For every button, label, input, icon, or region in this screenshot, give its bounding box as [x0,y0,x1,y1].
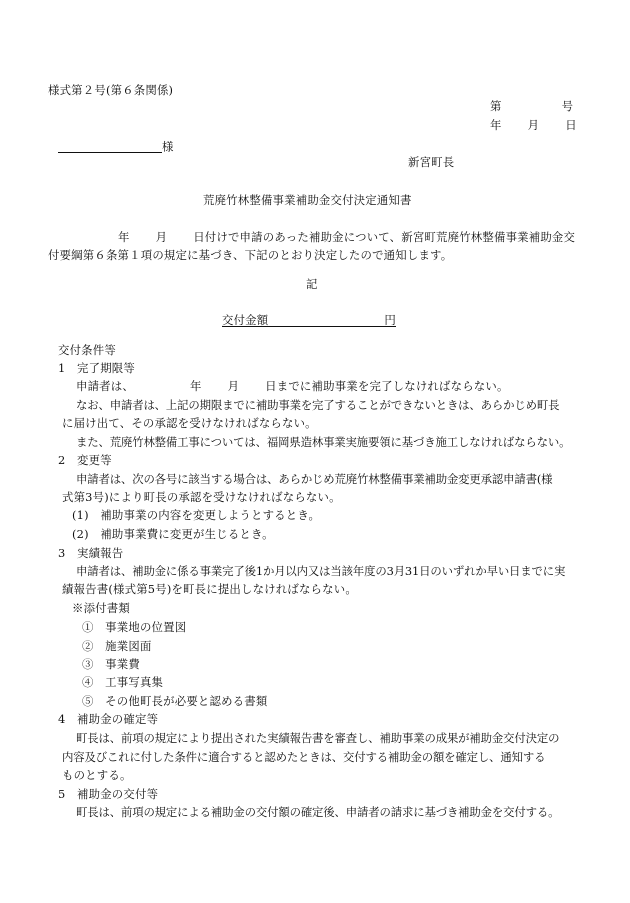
grant-amount-label: 交付金額 [222,313,269,327]
s1-year: 年 [189,379,202,393]
section-3-p1-line-2: 績報告書(様式第5号)を町長に提出しなければならない。 [62,582,357,596]
section-2-p1-line-2: 式第3号)により町長の承認を受けなければならない。 [62,490,341,504]
grant-amount-unit: 円 [384,313,396,327]
intro-month: 月 [155,230,168,244]
document-title: 荒廃竹林整備事業補助金交付決定通知書 [203,193,412,207]
attachment-item: ③ 事業費 [82,657,140,671]
s1-deadline-text: 日までに補助事業を完了しなければならない。 [265,379,509,393]
document-date-line [490,120,577,131]
date-month: 月 [527,118,540,132]
intro-year: 年 [118,230,130,244]
intro-text-1: 日付けで申請のあった補助金について、新宮町荒廃竹林整備事業補助金交 [193,230,576,244]
section-1-deadline-line [76,381,509,392]
conditions-heading: 交付条件等 [58,343,116,357]
form-id: 様式第２号(第６条関係) [48,83,174,97]
issuer: 新宮町長 [408,155,455,169]
addressee-honorific: 様 [162,139,174,154]
intro-line-2: 付要綱第６条第１項の規定に基づき、下記のとおり決定したので通知します。 [48,248,453,262]
section-1-p2-line-2: に届け出て、その承認を受けなければならない。 [62,416,317,430]
section-3-heading: 3 実績報告 [58,546,124,560]
section-4-p1-line-2: 内容及びこれに付した条件に適合すると認めたときは、交付する補助金の額を確定し、通知する [62,750,546,764]
section-5-heading: 5 補助金の交付等 [58,787,159,801]
document-number-line [490,101,573,112]
section-4-p1-line-3: ものとする。 [62,768,132,782]
addressee-line [58,140,174,153]
attachment-item: ② 施業図面 [82,639,152,653]
date-day: 日 [565,118,577,132]
section-5-p1: 町長は、前項の規定による補助金の交付額の確定後、申請者の請求に基づき補助金を交付する。 [76,805,560,819]
s1-applicant: 申請者は、 [76,379,134,393]
section-3-p1-line-1: 申請者は、補助金に係る事業完了後1か月以内又は当該年度の3月31日のいずれか早い日までに実 [76,564,566,578]
section-4-p1-line-1: 町長は、前項の規定により提出された実績報告書を審査し、補助事業の成果が補助金交付決定の [76,731,560,745]
date-year: 年 [490,118,502,132]
section-1-p2-line-1: なお、申請者は、上記の期限までに補助事業を完了することができないときは、あらかじめ町長 [76,398,560,412]
s1-month: 月 [227,379,240,393]
section-1-heading: 1 完了期限等 [58,361,135,375]
section-1-p3: また、荒廃竹林整備工事については、福岡県造林事業実施要領に基づき施工しなければならない。 [76,435,571,449]
section-2-heading: 2 変更等 [58,453,112,467]
attachments-heading: ※添付書類 [72,601,130,615]
addressee-blank [58,140,162,153]
section-2-item-2: (2) 補助事業費に変更が生じるとき。 [72,527,274,541]
section-4-heading: 4 補助金の確定等 [58,712,159,726]
number-suffix: 号 [561,99,574,113]
attachment-item: ① 事業地の位置図 [82,620,187,634]
ki-heading: 記 [306,277,318,291]
grant-amount-field [222,315,396,327]
intro-line-1 [118,232,575,243]
grant-amount-line [222,315,396,327]
number-prefix: 第 [490,99,502,113]
attachment-item: ④ 工事写真集 [82,675,164,689]
attachment-item: ⑤ その他町長が必要と認める書類 [82,694,268,708]
section-2-p1-line-1: 申請者は、次の各号に該当する場合は、あらかじめ荒廃竹林整備事業補助金変更承認申請書(様 [76,472,553,486]
section-2-item-1: (1) 補助事業の内容を変更しようとするとき。 [72,508,321,522]
